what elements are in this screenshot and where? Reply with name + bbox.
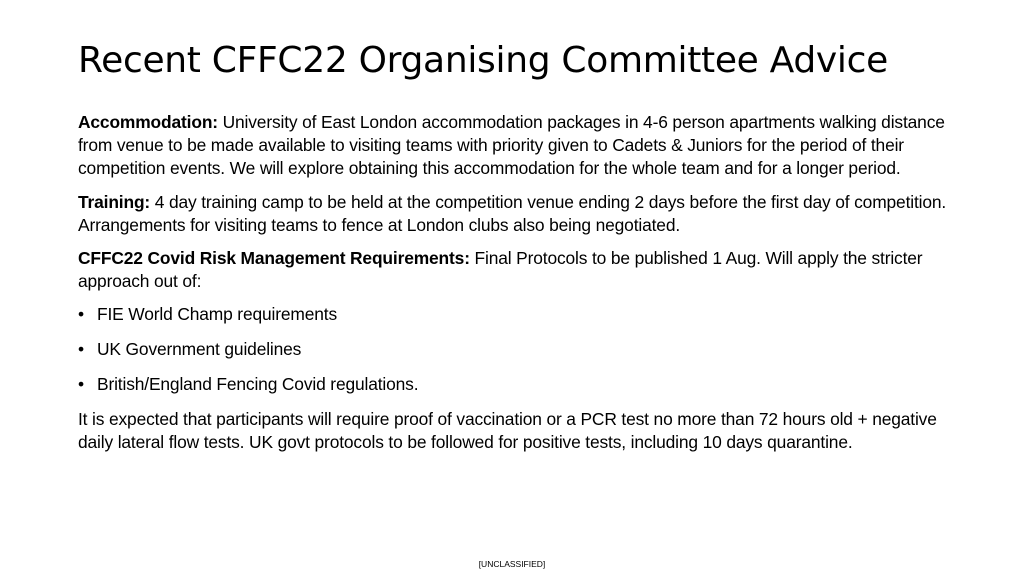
bullet-icon: • [78, 304, 84, 325]
list-item-text: British/England Fencing Covid regulations. [97, 373, 419, 394]
bullet-icon: • [78, 373, 84, 394]
training-text: 4 day training camp to be held at the competition venue ending 2 days before the first day of competition. Arrangements for visiting teams to fence at London clubs also being negotiated. [78, 191, 947, 235]
covid-label: CFFC22 Covid Risk Management Requirements: [78, 248, 470, 269]
accommodation-text: University of East London accommodation packages in 4-6 person apartments walking distance from venue to be made available to visiting teams with priority given to Cadets & Juniors for the period of their competition events. We will explore obtaining this accommodation for the whole team and for a longer period. [78, 112, 945, 179]
accommodation-label: Accommodation: [78, 112, 218, 132]
list-item [78, 303, 950, 326]
bullet-icon: • [78, 339, 84, 360]
list-item [78, 338, 950, 361]
requirements-list [78, 303, 950, 396]
slide-body [78, 111, 950, 464]
classification-footer: [UNCLASSIFIED] [478, 559, 546, 569]
slide-title: Recent CFFC22 Organising Committee Advice [78, 40, 888, 81]
list-item-text: FIE World Champ requirements [97, 304, 337, 325]
training-paragraph [78, 191, 950, 237]
list-item-text: UK Government guidelines [97, 339, 302, 360]
list-item [78, 373, 950, 396]
covid-text: Final Protocols to be published 1 Aug. Will apply the stricter approach out of: [78, 248, 923, 292]
covid-paragraph [78, 247, 950, 293]
closing-paragraph: It is expected that participants will require proof of vaccination or a PCR test no more than 72 hours old + negative daily lateral flow tests. UK govt protocols to be followed for positive tests, including 10 days quarantine. [78, 408, 937, 452]
training-label: Training: [78, 191, 151, 212]
accommodation-paragraph [78, 111, 950, 181]
